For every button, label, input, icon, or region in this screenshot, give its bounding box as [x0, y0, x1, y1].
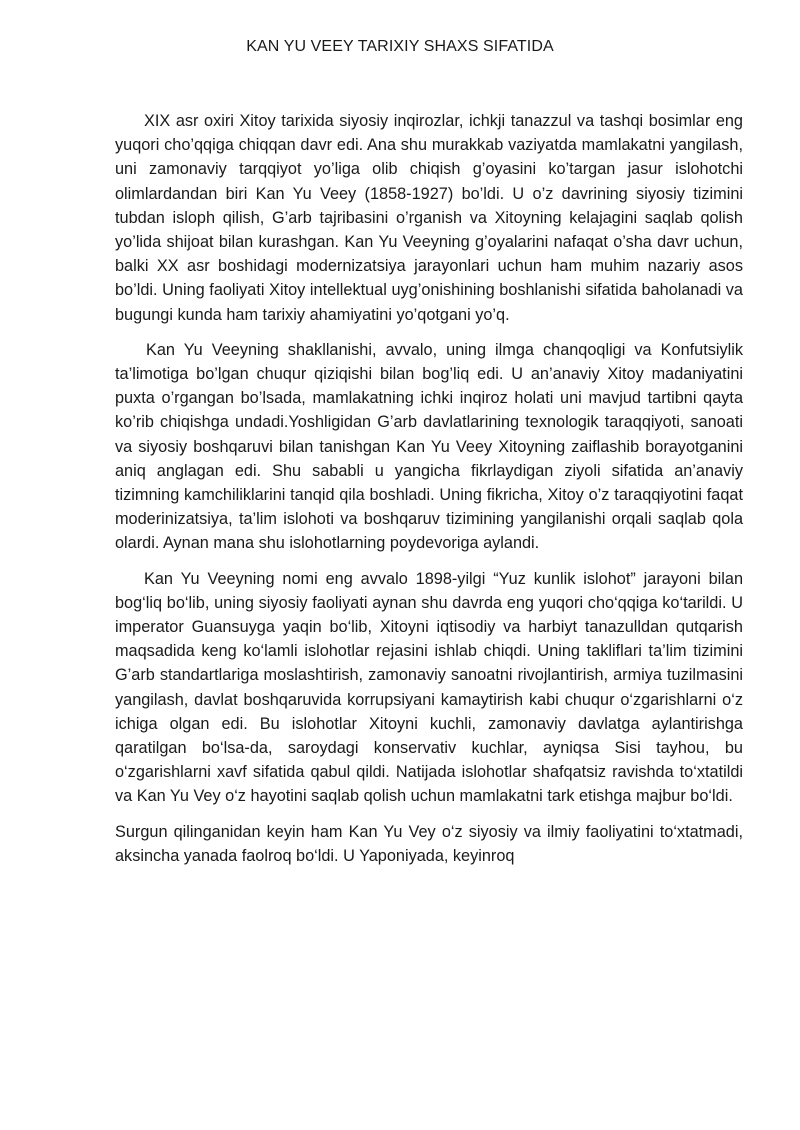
document-body [115, 109, 743, 879]
paragraph-exile: Surgun qilinganidan keyin ham Kan Yu Vey o‘z siyosiy va ilmiy faoliyatini to‘xtatmadi, aksincha yanada faolroq bo‘ldi. U Yaponiyada, keyinroq [115, 822, 743, 865]
paragraph-hundred-days-reform: Kan Yu Veeyning nomi eng avvalo 1898-yilgi “Yuz kunlik islohot” jarayoni bilan bog‘liq bo‘lib, uning siyosiy faoliyati aynan shu davrda eng yuqori cho‘qqiga ko‘tarildi. U imperator Guansuyga yaqin bo‘lib, Xitoyni iqtisodiy va harbiyt tanazulldan qutqarish maqsadida keng ko‘lamli islohotlar rejasini ishlab chiqdi. Uning takliflari ta’lim tizimini G’arb standartlariga moslashtirish, zamonaviy sanoatni rivojlantirish, armiya tuzilmasini yangilash, davlat boshqaruvida korrupsiyani kamaytirish kabi chuqur o‘zgarishlarni o‘z ichiga olgan edi. Bu islohotlar Xitoyni kuchli, zamonaviy davlatga aylantirishga qaratilgan bo‘lsa-da, saroydagi konservativ kuchlar, ayniqsa Sisi tayhou, bu o‘zgarishlarni xavf sifatida qabul qildi. Natijada islohotlar shafqatsiz ravishda to‘xtatildi va Kan Yu Vey o‘z hayotini saqlab qolish uchun mamlakatni tark etishga majbur bo‘ldi. [115, 569, 743, 806]
page-title: KAN YU VEEY TARIXIY SHAXS SIFATIDA [246, 38, 554, 55]
paragraph-formation: Kan Yu Veeyning shakllanishi, avvalo, uning ilmga chanqoqligi va Konfutsiylik ta’limotiga bo’lgan chuqur qiziqishi bilan bog’liq edi. U an’anaviy Xitoy madaniyatini puxta o’rgangan bo’lsada, mamlakatning ichki inqiroz holati uni mavjud tartibni qayta ko’rib chiqishga undadi.Yoshligidan G’arb davlatlarining texnologik taraqqiyoti, sanoati va siyosiy boshqaruvi bilan tanishgan Kan Yu Veey Xitoyning zaiflashib borayotganini aniq anglagan edi. Shu sababli u yangicha fikrlaydigan ziyoli sifatida an’anaviy tizimning kamchiliklarini tanqid qila boshladi. Uning fikricha, Xitoy o’z taraqqiyotini faqat moderinizatsiya, ta’lim islohoti va boshqaruv tizimining yangilanishi orqali saqlab qola olardi. Aynan mana shu islohotlarning poydevoriga aylandi. [115, 340, 743, 553]
paragraph-intro: XIX asr oxiri Xitoy tarixida siyosiy inqirozlar, ichkji tanazzul va tashqi bosimlar eng yuqori cho’qqiga chiqqan davr edi. Ana shu murakkab vaziyatda mamlakatni yangilash, uni zamonaviy tarqqiyot yo’liga olib chiqish g’oyasini ko’targan jasur islohotchi olimlardandan biri Kan Yu Veey (1858-1927) bo’ldi. U o’z davrining siyosiy tizimini tubdan isloph qilish, G’arb tajribasini o’rganish va Xitoyning kelajagini saqlab qolish yo’lida shijoat bilan kurashgan. Kan Yu Veeyning g’oyalarini nafaqat o’sha davr uchun, balki XX asr boshidagi modernizatsiya jarayonlari uchun ham muhim nazariy asos bo’ldi. Uning faoliyati Xitoy intellektual uyg’onishining boshlanishi sifatida baholanadi va bugungi kunda ham tarixiy ahamiyatini yo’qotgani yo’q. [115, 112, 743, 324]
